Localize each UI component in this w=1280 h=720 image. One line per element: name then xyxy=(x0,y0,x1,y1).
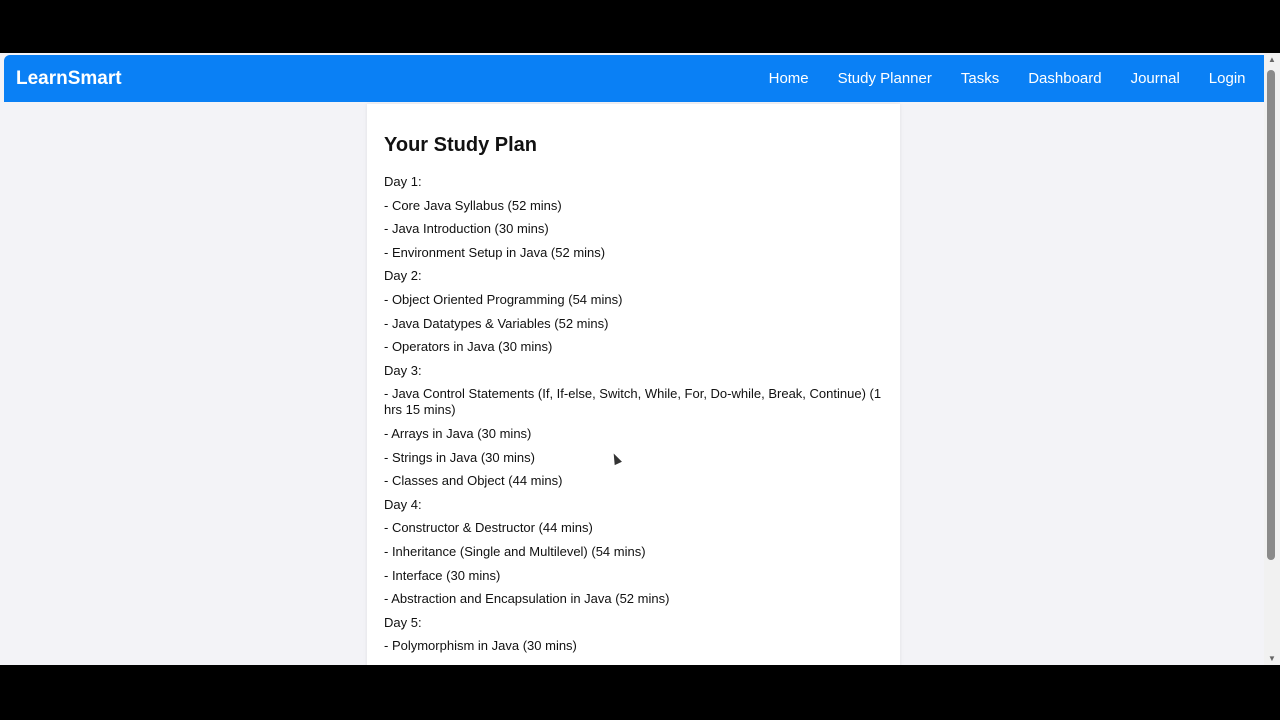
plan-item: - Java Datatypes & Variables (52 mins) xyxy=(384,315,609,331)
plan-item: - Classes and Object (44 mins) xyxy=(384,473,563,489)
scrollbar[interactable] xyxy=(1264,53,1280,665)
nav-journal[interactable]: Journal xyxy=(1130,70,1180,87)
study-plan-list xyxy=(384,174,884,662)
scroll-down-icon[interactable]: ▼ xyxy=(1268,654,1276,663)
plan-item: - Arrays in Java (30 mins) xyxy=(384,425,532,441)
brand-logo[interactable]: LearnSmart xyxy=(16,67,122,89)
plan-item: - Interface (30 mins) xyxy=(384,567,501,583)
plan-item: - Polymorphism in Java (30 mins) xyxy=(384,638,577,654)
page-title: Your Study Plan xyxy=(384,134,537,156)
plan-item: - Java Control Statements (If, If-else, Switch, While, For, Do-while, Break, Continue) (1 hrs 15 mins) xyxy=(384,386,882,418)
scrollbar-thumb[interactable] xyxy=(1267,70,1275,560)
plan-item: - Operators in Java (30 mins) xyxy=(384,339,553,355)
plan-item: - Inheritance (Single and Multilevel) (54 mins) xyxy=(384,543,646,559)
nav-links xyxy=(754,70,1260,87)
browser-viewport xyxy=(0,53,1280,665)
day-heading: Day 3: xyxy=(384,362,422,378)
day-heading: Day 5: xyxy=(384,614,422,630)
nav-tasks[interactable]: Tasks xyxy=(960,70,1000,87)
scroll-up-icon[interactable]: ▲ xyxy=(1268,55,1276,64)
day-heading: Day 2: xyxy=(384,268,422,284)
plan-item: - Abstraction and Encapsulation in Java (52 mins) xyxy=(384,591,670,607)
nav-login[interactable]: Login xyxy=(1208,70,1246,87)
nav-home[interactable]: Home xyxy=(768,70,809,87)
day-heading: Day 4: xyxy=(384,496,422,512)
nav-dashboard[interactable]: Dashboard xyxy=(1028,70,1102,87)
plan-item: - Strings in Java (30 mins) xyxy=(384,449,535,465)
day-heading: Day 1: xyxy=(384,174,422,189)
navbar xyxy=(4,55,1264,102)
study-plan-card xyxy=(367,104,900,665)
nav-study-planner[interactable]: Study Planner xyxy=(837,70,932,87)
plan-item: - Core Java Syllabus (52 mins) xyxy=(384,197,562,213)
plan-item: - Environment Setup in Java (52 mins) xyxy=(384,244,606,260)
plan-item: - Constructor & Destructor (44 mins) xyxy=(384,520,593,536)
plan-item: - Java Introduction (30 mins) xyxy=(384,221,549,237)
plan-item: - Object Oriented Programming (54 mins) xyxy=(384,291,623,307)
